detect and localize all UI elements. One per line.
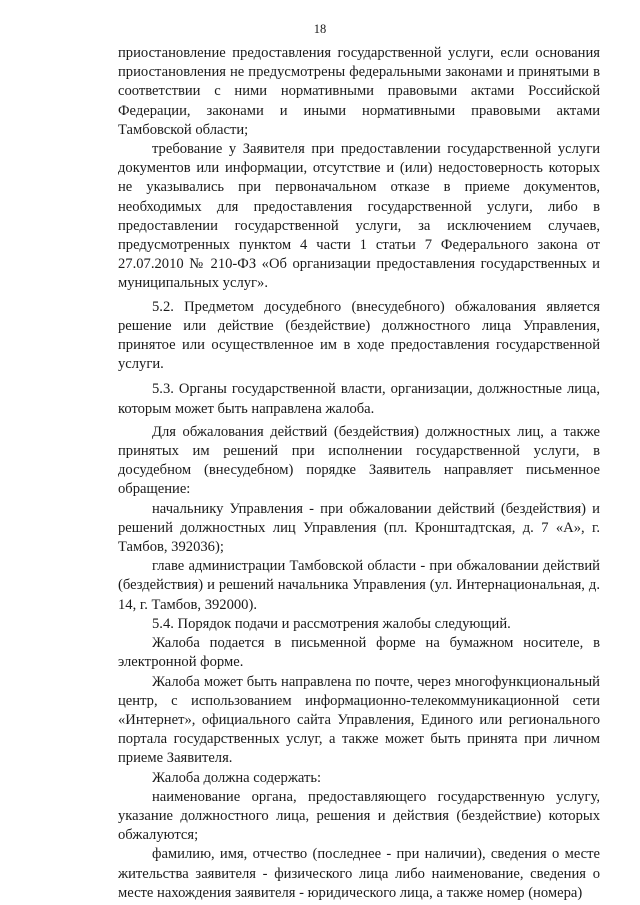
paragraph-head-of-department: начальнику Управления - при обжаловании действий (бездействия) и решений должностных лиц Управления (пл. Кронштадтская, д. 7 «А», г. Тамбов, 392036); [118, 500, 600, 556]
document-body [118, 44, 600, 903]
paragraph-complaint-form: Жалоба подается в письменной форме на бумажном носителе, в электронной форме. [118, 635, 600, 671]
paragraph-authority-name: наименование органа, предоставляющего государственную услугу, указание должностного лица, решения и действия (бездействие) которых обжалуются; [118, 788, 600, 844]
paragraph-head-of-administration: главе администрации Тамбовской области - при обжаловании действий (бездействия) и решений начальника Управления (ул. Интернациональная, д. 14, г. Тамбов, 392000). [118, 558, 600, 613]
paragraph-applicant-details: фамилию, имя, отчество (последнее - при наличии), сведения о месте жительства заявителя - физического лица либо наименование, сведения о месте нахождения заявителя - юридического лица, а также номер (номера) [118, 846, 600, 901]
paragraph-appeal-procedure: Для обжалования действий (бездействия) должностных лиц, а также принятых им решений при исполнении государственной услуги, в досудебном (внесудебном) порядке Заявитель направляет письменное обращение: [118, 423, 600, 498]
paragraph-section-5-2: 5.2. Предметом досудебного (внесудебного) обжалования является решение или действие (бездействие) должностного лица Управления, принятое или осуществленное им в ходе предоставления государственной услуги. [118, 298, 600, 373]
paragraph-complaint-contents: Жалоба должна содержать: [152, 769, 322, 786]
paragraph-section-5-3: 5.3. Органы государственной власти, организации, должностные лица, которым может быть направлена жалоба. [118, 381, 600, 417]
paragraph-suspension-grounds: приостановление предоставления государственной услуги, если основания приостановления не предусмотрены федеральными законами и принятыми в соответствии с ними нормативными правовыми актами Российской Федерации, законами и иными нормативными правовыми актами Тамбовской области; [118, 45, 600, 138]
paragraph-complaint-channels: Жалоба может быть направлена по почте, через многофункциональный центр, с использованием информационно-телекоммуникационной сети «Интернет», официального сайта Управления, Единого или регионального портала государственных услуг, а также может быть принята при личном приеме Заявителя. [118, 673, 600, 767]
paragraph-document-requirement: требование у Заявителя при предоставлении государственной услуги документов или информации, отсутствие и (или) недостоверность которых не указывались при первоначальном отказе в приеме документов, необходимых для предоставления государственной услуги, либо в предоставлении государственной услуги, за исключением случаев, предусмотренных пунктом 4 части 1 статьи 7 Федерального закона от 27.07.2010 № 210-ФЗ «Об организации предоставления государственных и муниципальных услуг». [118, 141, 600, 292]
paragraph-section-5-4: 5.4. Порядок подачи и рассмотрения жалобы следующий. [152, 615, 511, 632]
page-number: 18 [313, 22, 327, 36]
